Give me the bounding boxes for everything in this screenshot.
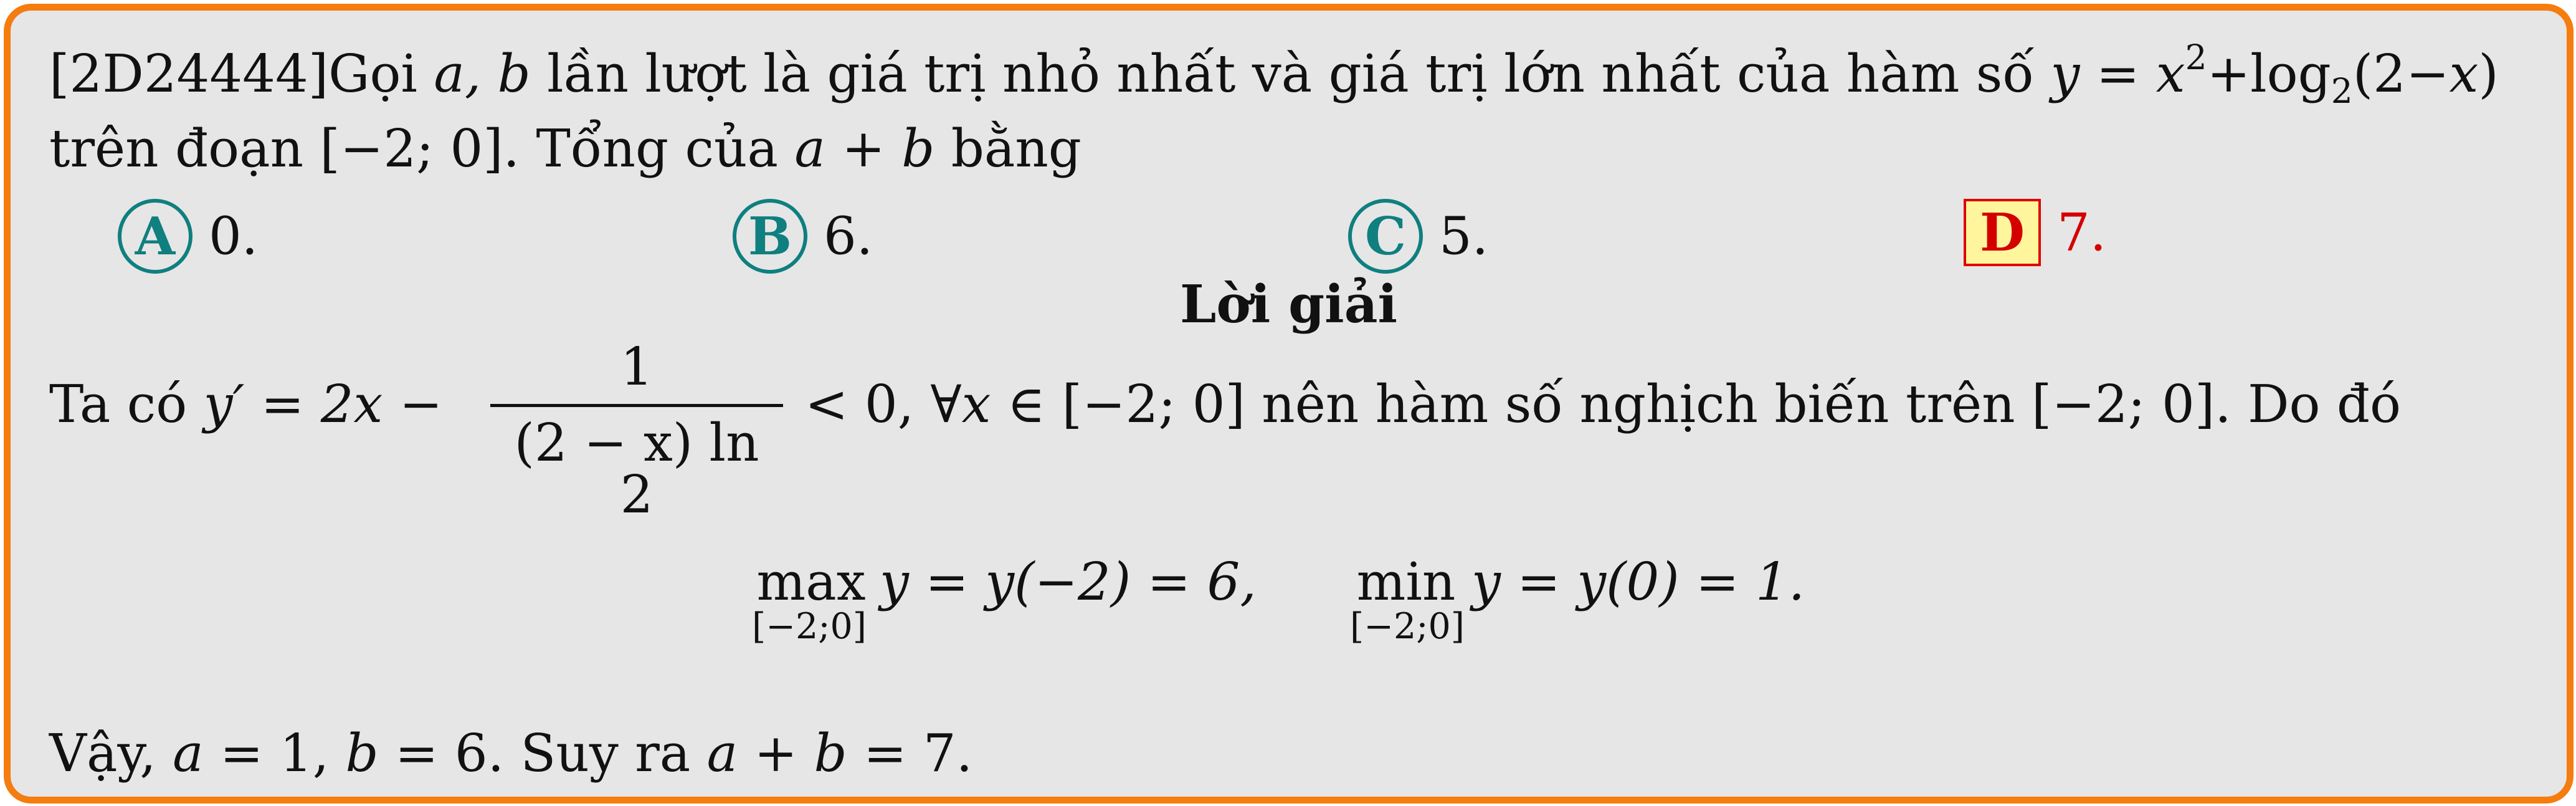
solution-line-1a: Ta có y′ = 2x − — [49, 374, 443, 434]
solution-line-1b: < 0, ∀x ∈ [−2; 0] nên hàm số nghịch biến trên [−2; 0]. Do đó — [805, 374, 2401, 434]
option-d-correct[interactable] — [1964, 199, 2106, 266]
fraction-numerator: 1 — [620, 337, 654, 397]
problem-line-1: [2D24444]Gọi a, b lần lượt là giá trị nhỏ nhất và giá trị lớn nhất của hàm số $y = x^2+\log_2(2-x)$ — [49, 37, 2499, 111]
problem-line-2: trên đoạn [−2; 0]. Tổng của a + b bằng — [49, 118, 1081, 179]
min-expression: y = y(0) = 1. — [1471, 552, 1805, 612]
option-c-badge: C — [1348, 199, 1423, 274]
option-b-value: 6. — [824, 206, 873, 267]
option-c-value: 5. — [1439, 206, 1489, 267]
option-c[interactable] — [1348, 199, 1488, 274]
solution-heading: Lời giải — [1179, 274, 1398, 335]
fraction-denominator: (2 − x) ln 2 — [490, 404, 783, 521]
max-subscript: [−2;0] — [752, 606, 867, 647]
min-operator: min — [1356, 552, 1456, 612]
option-a[interactable] — [118, 199, 258, 274]
max-expression: y = y(−2) = 6, — [880, 552, 1257, 612]
option-b-badge: B — [733, 199, 807, 274]
option-a-badge: A — [118, 199, 192, 274]
option-d-value: 7. — [2057, 202, 2107, 263]
option-a-value: 0. — [209, 206, 259, 267]
max-operator: max — [756, 552, 866, 612]
problem-code: [2D24444] — [49, 44, 329, 104]
option-d-badge: D — [1964, 199, 2041, 266]
conclusion: Vậy, a = 1, b = 6. Suy ra a + b = 7. — [49, 723, 973, 784]
question-card — [4, 4, 2574, 804]
min-subscript: [−2;0] — [1350, 606, 1465, 647]
option-b[interactable] — [733, 199, 873, 274]
fraction — [490, 337, 783, 525]
